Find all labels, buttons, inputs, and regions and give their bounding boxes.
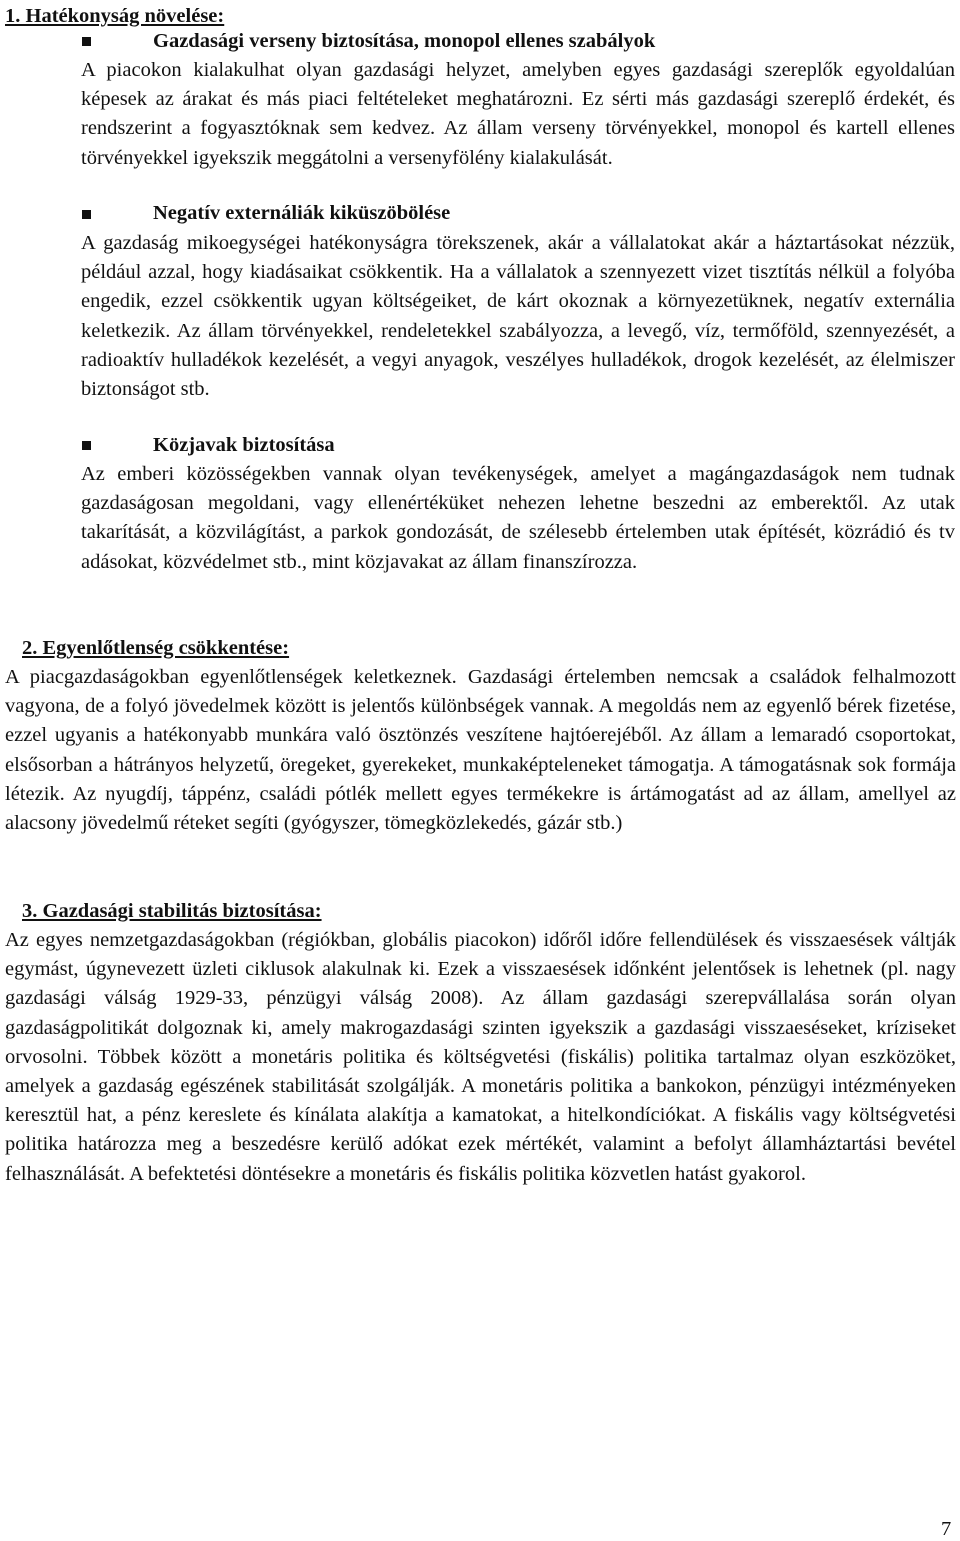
section-3-text: Az egyes nemzetgazdaságokban (régiókban, globális piacokon) időről időre fellendülések és visszaesések váltják egymást, úgynevezett üzleti ciklusok alakulnak ki. Ezek a visszaesések időnként jelentősek is lehetnek (pl. nagy gazdasági válság 1929-33, pénzügyi válság 2008). Az állam gazdasági szerepvállalása során olyan gazdaságpolitikát dolgoznak ki, amely makrogazdasági szinten igyekszik a gazdasági visszaeséseket, kríziseket orvosolni. Többek között a monetáris politika és költségvetési (fiskális) politika tartalmaz olyan eszközöket, amelyek a gazdaság egészének stabilitását szolgálják. A monetáris politika a bankokon, pénzügyi intézményeken keresztül hat, a pénz kereslete és kínálata alakítja a kamatokat, a hitelkondíciókat. A fiskális vagy költségvetési politika határozza meg a beszedésre kerülő adókat ezek mértékét, valamint a befolyt államháztartási bevétel felhasználását. A befektetési döntésekre a monetáris és fiskális politika közvetlen hatást gyakorol.	[5, 929, 956, 1185]
section-2-text: A piacgazdaságokban egyenlőtlenségek keletkeznek. Gazdasági értelemben nemcsak a családok felhalmozott vagyona, de a folyó jövedelmek között is jelentős különbségek vannak. A megoldás nem az egyenlő bérek fizetése, ezzel ugyanis a hatékonyabb munkára való ösztönzés veszítene hajtóerejéből. Az állam a lemaradó csoportokat, elsősorban a hátrányos helyzetű, öregeket, gyerekeket, munkaképteleneket támogatja. A támogatásnak sok formája létezik. Az nyugdíj, táppénz, családi pótlék mellett egyes termékekre is ártámogatást ad az állam, amellyel az alacsony jövedelmű réteket segíti (gyógyszer, tömegközlekedés, gázár stb.)	[5, 666, 956, 835]
bullet-square-icon	[82, 210, 91, 219]
section-1-item-1-title: Gazdasági verseny biztosítása, monopol ellenes szabályok	[153, 30, 656, 52]
section-1-item-1-text: A piacokon kialakulhat olyan gazdasági helyzet, amelyben egyes gazdasági szereplők egyoldalúan képesek az árakat és más piaci feltételeket meghatározni. Ez sérti más gazdasági szereplő érdekét, és rendszerint a fogyasztóknak sem kedvez. Az állam verseny törvényekkel, monopol és kartell ellenes törvényekkel igyekszik meggátolni a versenyfölény kialakulását.	[81, 59, 955, 169]
bullet-square-icon	[82, 37, 91, 46]
bullet-square-icon	[82, 441, 91, 450]
section-1-item-2-text: A gazdaság mikoegységei hatékonyságra törekszenek, akár a vállalatokat akár a háztartásokat nézzük, például azzal, hogy kiadásaikat csökkentik. Ha a vállalatok a szennyezett vizet tisztítás nélkül a folyóba engedik, ezzel csökkentik ugyan költségeiket, de kárt okoznak a környezetüknek, negatív externália keletkezik. Az állam törvényekkel, rendeletekkel szabályozza, a levegő, víz, termőföld, szennyezését, a radioaktív hulladékok kezelését, a vegyi anyagok, veszélyes hulladékok, drogok kezelését, az élelmiszer biztonságot stb.	[81, 232, 955, 401]
section-1-heading: 1. Hatékonyság növelése:	[5, 5, 225, 27]
section-1-item-2-title: Negatív externáliák kiküszöbölése	[153, 202, 451, 224]
section-1-item-3-title: Közjavak biztosítása	[153, 434, 335, 456]
page-number: 7	[941, 1518, 952, 1540]
section-2-heading: 2. Egyenlőtlenség csökkentése:	[22, 637, 290, 659]
section-1-item-3-text: Az emberi közösségekben vannak olyan tevékenységek, amelyet a magángazdaságok nem tudnak gazdaságosan megoldani, vagy ellenértéküket nehezen lehetne beszedni az emberektől. Az utak takarítását, a közvilágítást, a parkok gondozását, de szélesebb értelemben utak építését, közrádió és tv adásokat, közvédelmet stb., mint közjavakat az állam finanszírozza.	[81, 463, 955, 573]
section-3-heading: 3. Gazdasági stabilitás biztosítása:	[22, 900, 322, 922]
